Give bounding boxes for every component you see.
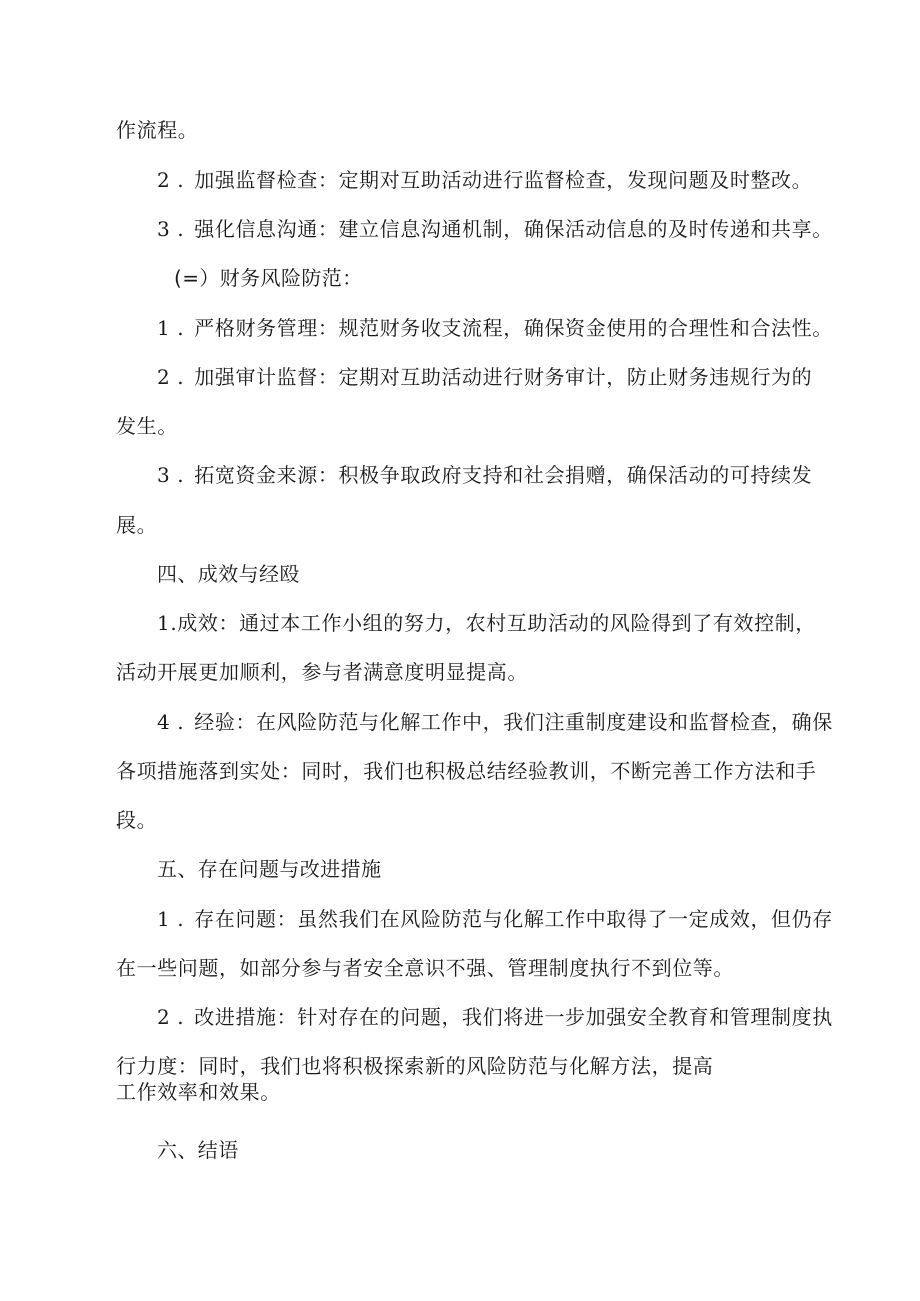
section-heading-financial-risk: (=）财务风险防范： bbox=[174, 266, 363, 290]
paragraph-line: 行力度：同时，我们也将积极探索新的风险防范与化解方法，提高 bbox=[116, 1054, 714, 1078]
list-item-funding: 3 . 拓宽资金来源：积极争取政府支持和社会捐赠，确保活动的可持续发 bbox=[157, 463, 813, 487]
list-number: 2 . bbox=[157, 1005, 185, 1029]
list-number: 2 . bbox=[157, 365, 185, 389]
list-item-financial-management: 1 . 严格财务管理：规范财务收支流程，确保资金使用的合理性和合法性。 bbox=[157, 316, 833, 340]
section-heading-conclusion: 六、结语 bbox=[157, 1138, 239, 1162]
paragraph-line: 各项措施落到实处：同时，我们也积极总结经验教训，不断完善工作方法和手 bbox=[116, 759, 817, 783]
list-item-issues: 1 . 存在问题：虽然我们在风险防范与化解工作中取得了一定成效，但仍存 bbox=[157, 907, 833, 931]
list-number: 1 . bbox=[157, 316, 185, 340]
paragraph-line: 段。 bbox=[116, 808, 158, 832]
section-heading-issues: 五、存在问题与改进措施 bbox=[157, 857, 382, 881]
list-number: 1 . bbox=[157, 907, 185, 931]
paragraph-line: 作流程。 bbox=[116, 118, 199, 142]
paragraph-results: 1.成效：通过本工作小组的努力，农村互助活动的风险得到了有效控制， bbox=[157, 611, 816, 635]
paragraph-line: 在一些问题，如部分参与者安全意识不强、管理制度执行不到位等。 bbox=[116, 956, 734, 980]
list-number: 2 . bbox=[157, 168, 185, 192]
paragraph-line: 活动开展更加顺利，参与者满意度明显提高。 bbox=[116, 660, 528, 684]
paragraph-line: 发生。 bbox=[116, 414, 178, 438]
list-number: 4 . bbox=[157, 710, 185, 734]
list-item-audit: 2 . 加强审计监督：定期对互助活动进行财务审计，防止财务违规行为的 bbox=[157, 365, 813, 389]
paragraph-line: 展。 bbox=[116, 513, 158, 537]
list-item-monitoring: 2 . 加强监督检查：定期对互助活动进行监督检查，发现问题及时整改。 bbox=[157, 168, 813, 192]
list-item-improvements: 2 . 改进措施：针对存在的问题，我们将进一步加强安全教育和管理制度执 bbox=[157, 1005, 833, 1029]
paragraph-line: 工作效率和效果。 bbox=[116, 1080, 281, 1104]
list-item-experience: 4 . 经验：在风险防范与化解工作中，我们注重制度建设和监督检查，确保 bbox=[157, 710, 833, 734]
list-item-communication: 3 . 强化信息沟通：建立信息沟通机制，确保活动信息的及时传递和共享。 bbox=[157, 217, 833, 241]
section-heading-results: 四、成效与经殴 bbox=[157, 562, 300, 586]
list-number: 3 . bbox=[157, 463, 185, 487]
list-number: 3 . bbox=[157, 217, 185, 241]
